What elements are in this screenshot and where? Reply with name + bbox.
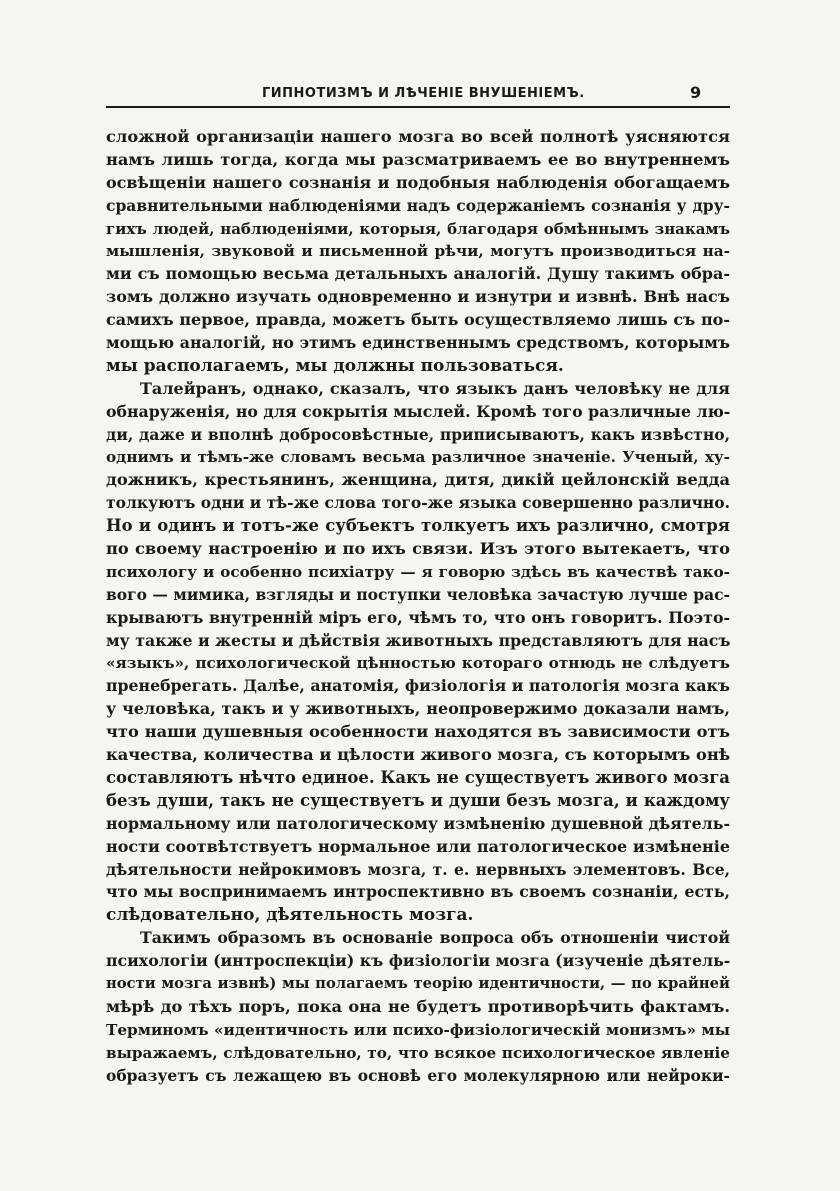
text-line: качества, количества и цѣлости живого мозга, съ которымъ онѣ xyxy=(106,745,730,765)
text-line: Терминомъ «идентичность или психо-физіологическій монизмъ» мы xyxy=(106,1020,730,1039)
text-line: слѣдовательно, дѣятельность мозга. xyxy=(106,905,474,926)
text-line: нормальному или патологическому измѣненію душевной дѣятель- xyxy=(106,813,730,833)
text-line: ности мозга извнѣ) мы полагаемъ теорію идентичности, — по крайней xyxy=(106,974,730,992)
text-line: мышленія, звуковой и письменной рѣчи, могутъ производиться на- xyxy=(106,242,730,261)
text-line: выражаемъ, слѣдовательно, то, что всякое психологическое явленіе xyxy=(106,1043,730,1062)
text-line: составляютъ нѣчто единое. Какъ не существуетъ живого мозга xyxy=(106,767,730,787)
text-line: ности соотвѣтствуетъ нормальное или патологическое измѣненіе xyxy=(106,836,730,856)
text-line: Но и одинъ и тотъ-же субъектъ толкуетъ ихъ различно, смотря xyxy=(106,516,730,536)
text-line: у человѣка, такъ и у животныхъ, неопровержимо доказали намъ, xyxy=(106,699,730,719)
running-title: ГИПНОТИЗМЪ И ЛѢЧЕНІЕ ВНУШЕНІЕМЪ. xyxy=(262,86,585,101)
text-line: намъ лишь тогда, когда мы разсматриваемъ ее во внутреннемъ xyxy=(106,149,730,169)
body-text xyxy=(106,126,730,1087)
text-line: психологіи (интроспекціи) къ физіологіи мозга (изученіе дѣятель- xyxy=(106,951,730,971)
running-header xyxy=(106,83,730,106)
text-line: что наши душевныя особенности находятся въ зависимости отъ xyxy=(106,722,730,742)
text-line: ди, даже и вполнѣ добросовѣстные, приписываютъ, какъ извѣстно, xyxy=(106,424,730,444)
text-line: гихъ людей, наблюденіями, которыя, благодаря обмѣннымъ знакамъ xyxy=(106,219,730,238)
text-line: самихъ первое, правда, можетъ быть осуществляемо лишь съ по- xyxy=(106,310,730,330)
text-line: безъ души, такъ не существуетъ и души безъ мозга, и каждому xyxy=(106,790,730,810)
paragraph-first-line: Талейранъ, однако, сказалъ, что языкъ данъ человѣку не для xyxy=(140,378,730,398)
text-line: мѣрѣ до тѣхъ поръ, пока она не будетъ противорѣчить фактамъ. xyxy=(106,996,730,1016)
header-rule xyxy=(106,106,730,108)
text-line: зомъ должно изучать одновременно и изнутри и извнѣ. Внѣ насъ xyxy=(106,287,730,307)
text-line: сложной организаціи нашего мозга во всей полнотѣ уясняются xyxy=(106,127,730,146)
paragraph-first-line: Такимъ образомъ въ основаніе вопроса объ отношеніи чистой xyxy=(140,928,730,948)
text-line: пренебрегать. Далѣе, анатомія, физіологія и патологія мозга какъ xyxy=(106,676,730,696)
text-line: мы располагаемъ, мы должны пользоваться. xyxy=(106,355,564,376)
text-line: образуетъ съ лежащею въ основѣ его молекулярною или нейроки- xyxy=(106,1065,730,1085)
text-line: «языкъ», психологической цѣнностью котораго отнюдь не слѣдуетъ xyxy=(106,654,730,673)
text-line: по своему настроенію и по ихъ связи. Изъ этого вытекаетъ, что xyxy=(106,539,730,559)
text-line: освѣщеніи нашего сознанія и подобныя наблюденія обогащаемъ xyxy=(106,172,730,192)
text-line: дѣятельности нейрокимовъ мозга, т. е. нервныхъ элементовъ. Все, xyxy=(106,859,730,879)
text-line: крываютъ внутренній міръ его, чѣмъ то, что онъ говоритъ. Поэто- xyxy=(106,607,730,627)
text-line: му также и жесты и дѣйствія животныхъ представляютъ для насъ xyxy=(106,630,730,650)
text-line: дожникъ, крестьянинъ, женщина, дитя, дикій цейлонскій ведда xyxy=(106,470,730,490)
page-number: 9 xyxy=(690,83,702,102)
text-line: мощью аналогій, но этимъ единственнымъ средствомъ, которымъ xyxy=(106,333,730,353)
text-line: толкуютъ одни и тѣ-же слова того-же языка совершенно различно. xyxy=(106,493,730,513)
text-line: что мы воспринимаемъ интроспективно въ своемъ сознаніи, есть, xyxy=(106,882,730,902)
text-line: вого — мимика, взгляды и поступки человѣка зачастую лучше рас- xyxy=(106,584,730,604)
text-line: сравнительными наблюденіями надъ содержаніемъ сознанія у дру- xyxy=(106,195,730,215)
text-line: однимъ и тѣмъ-же словамъ весьма различное значеніе. Ученый, ху- xyxy=(106,448,730,467)
text-line: психологу и особенно психіатру — я говорю здѣсь въ качествѣ тако- xyxy=(106,562,730,581)
text-line: обнаруженія, но для сокрытія мыслей. Кромѣ того различные лю- xyxy=(106,401,730,421)
text-line: ми съ помощью весьма детальныхъ аналогій. Душу такимъ обра- xyxy=(106,264,730,284)
